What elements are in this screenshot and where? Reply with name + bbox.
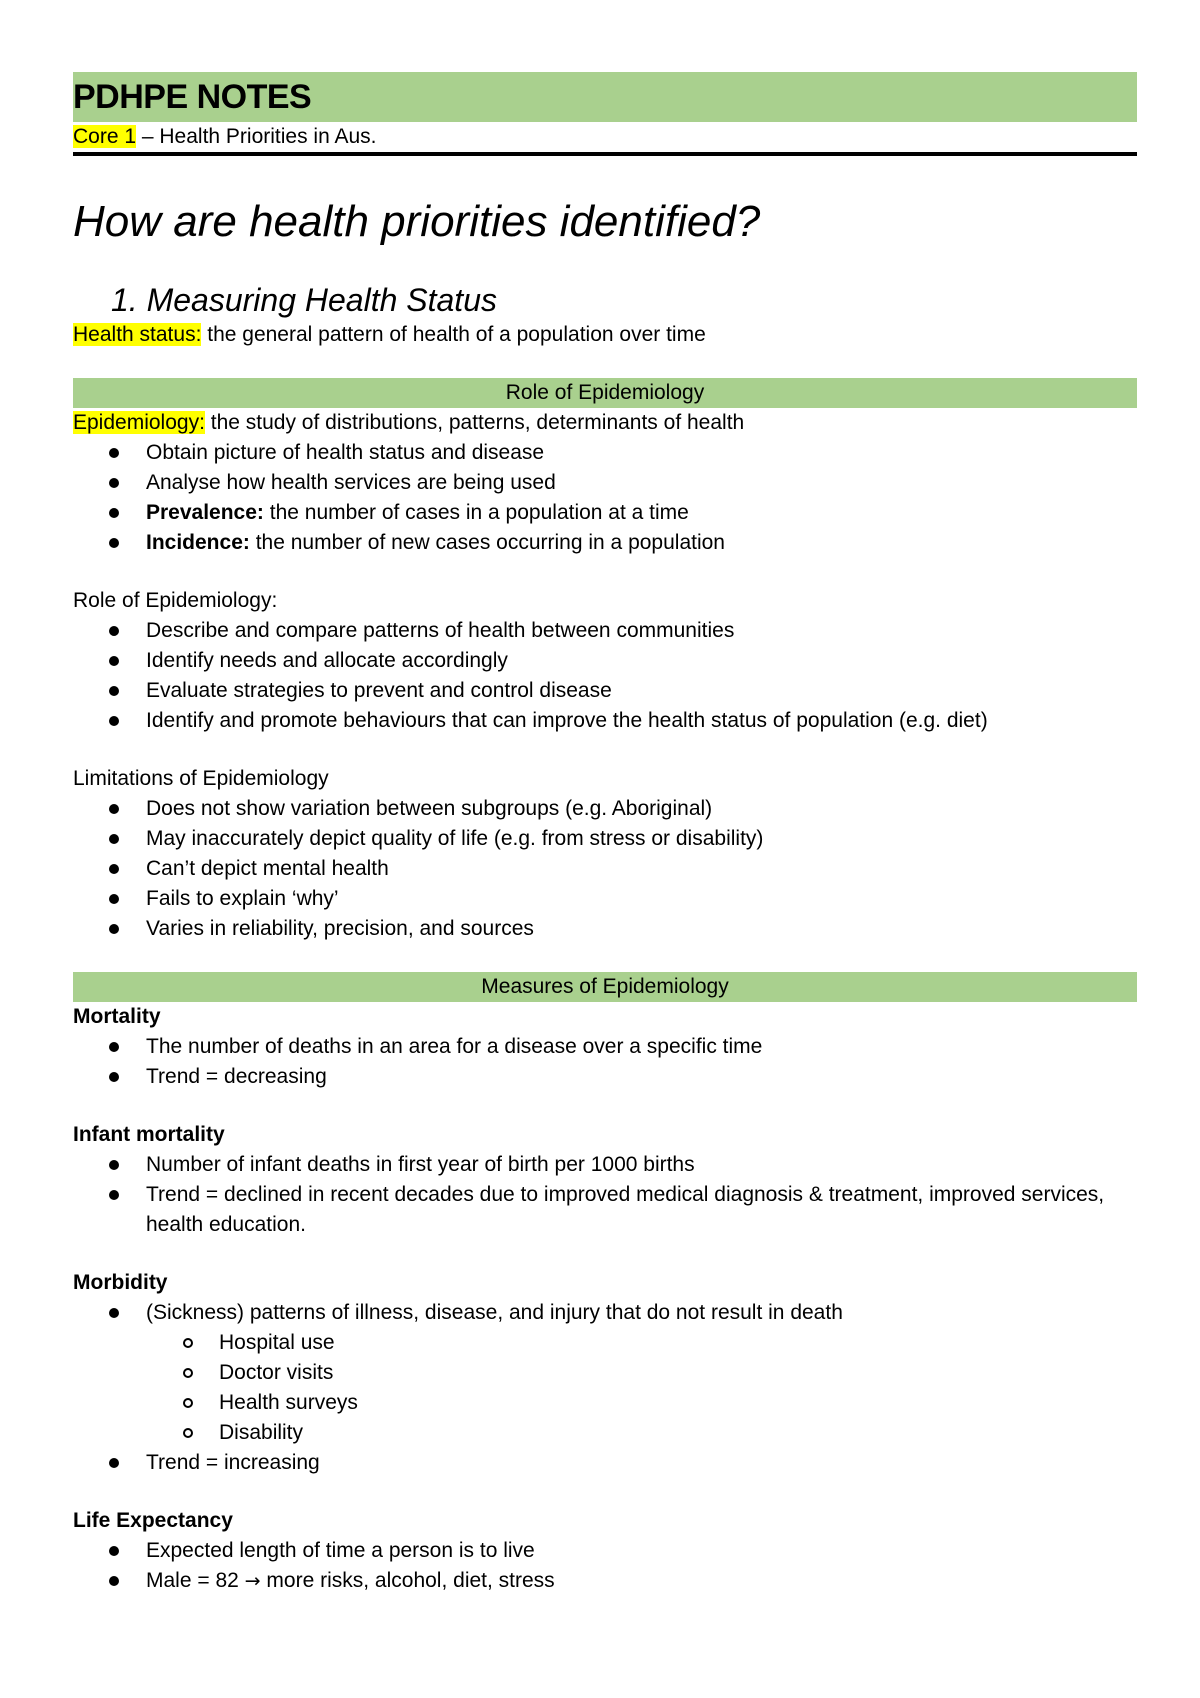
mortality-heading: Mortality [73, 1005, 161, 1028]
section-bar-role: Role of Epidemiology [73, 378, 1137, 408]
epidemiology-bullets [73, 438, 1137, 558]
prevalence-term: Prevalence: [146, 501, 264, 524]
list-item: Health surveys [73, 1388, 1137, 1418]
list-item: Trend = decreasing [73, 1062, 1137, 1092]
subtitle-line [73, 122, 1137, 156]
title-bar [73, 72, 1137, 122]
bullet-icon [109, 1042, 119, 1052]
core-label: Core 1 [73, 125, 137, 148]
role-list [73, 616, 1137, 736]
list-item: Trend = increasing [73, 1448, 1137, 1478]
limitations-heading: Limitations of Epidemiology [73, 767, 329, 790]
epidemiology-term: Epidemiology: [73, 411, 205, 434]
document-page [73, 72, 1137, 1596]
document-title: PDHPE NOTES [73, 77, 312, 116]
epidemiology-text: the study of distributions, patterns, determinants of health [204, 411, 745, 434]
list-item: May inaccurately depict quality of life (e.g. from stress or disability) [73, 824, 1137, 854]
bullet-icon [109, 656, 119, 666]
list-item: Does not show variation between subgroups (e.g. Aboriginal) [73, 794, 1137, 824]
list-item: Obtain picture of health status and disease [73, 438, 1137, 468]
infant-mortality-list [73, 1150, 1137, 1240]
list-item: Analyse how health services are being used [73, 468, 1137, 498]
sub-bullet-icon [183, 1368, 193, 1378]
bullet-icon [109, 716, 119, 726]
health-status-text: the general pattern of health of a population over time [201, 323, 706, 346]
list-item: Disability [73, 1418, 1137, 1448]
list-item: Can’t depict mental health [73, 854, 1137, 884]
bullet-icon [109, 1546, 119, 1556]
bullet-icon [109, 864, 119, 874]
list-item: The number of deaths in an area for a disease over a specific time [73, 1032, 1137, 1062]
bullet-icon [109, 508, 119, 518]
bullet-icon [109, 626, 119, 636]
bullet-icon [109, 804, 119, 814]
bullet-icon [109, 1072, 119, 1082]
bullet-icon [109, 1160, 119, 1170]
bullet-icon [109, 686, 119, 696]
health-status-term: Health status: [73, 323, 202, 346]
list-item: Male = 82 → more risks, alcohol, diet, stress [73, 1566, 1137, 1596]
list-item: (Sickness) patterns of illness, disease, and injury that do not result in death [73, 1298, 1137, 1328]
list-item: Incidence: the number of new cases occurring in a population [73, 528, 1137, 558]
section-bar-measures: Measures of Epidemiology [73, 972, 1137, 1002]
section-heading-measuring: 1. Measuring Health Status [111, 282, 497, 318]
morbidity-sub-list [73, 1328, 1137, 1448]
main-heading: How are health priorities identified? [73, 197, 761, 246]
list-item: Identify needs and allocate accordingly [73, 646, 1137, 676]
life-expectancy-heading: Life Expectancy [73, 1509, 233, 1532]
epidemiology-definition [73, 408, 1137, 438]
incidence-term: Incidence: [146, 531, 250, 554]
bullet-icon [109, 1458, 119, 1468]
bullet-icon [109, 1576, 119, 1586]
list-item: Evaluate strategies to prevent and control disease [73, 676, 1137, 706]
list-item: Hospital use [73, 1328, 1137, 1358]
list-item: Doctor visits [73, 1358, 1137, 1388]
list-item: Prevalence: the number of cases in a population at a time [73, 498, 1137, 528]
morbidity-list [73, 1298, 1137, 1328]
list-item: Varies in reliability, precision, and sources [73, 914, 1137, 944]
bullet-icon [109, 924, 119, 934]
mortality-list [73, 1032, 1137, 1092]
infant-mortality-heading: Infant mortality [73, 1123, 225, 1146]
sub-bullet-icon [183, 1398, 193, 1408]
sub-bullet-icon [183, 1338, 193, 1348]
list-item: Describe and compare patterns of health between communities [73, 616, 1137, 646]
morbidity-trend-list [73, 1448, 1137, 1478]
list-item: Number of infant deaths in first year of birth per 1000 births [73, 1150, 1137, 1180]
bullet-icon [109, 894, 119, 904]
morbidity-heading: Morbidity [73, 1271, 168, 1294]
bullet-icon [109, 1190, 119, 1200]
limitations-list [73, 794, 1137, 944]
sub-bullet-icon [183, 1428, 193, 1438]
bullet-icon [109, 478, 119, 488]
list-item: Expected length of time a person is to live [73, 1536, 1137, 1566]
bullet-icon [109, 538, 119, 548]
list-item: Fails to explain ‘why’ [73, 884, 1137, 914]
role-list-heading: Role of Epidemiology: [73, 589, 278, 612]
list-item: Trend = declined in recent decades due to improved medical diagnosis & treatment, improved services, health education. [73, 1180, 1137, 1240]
health-status-definition [73, 320, 1137, 350]
list-item: Identify and promote behaviours that can improve the health status of population (e.g. diet) [73, 706, 1137, 736]
bullet-icon [109, 448, 119, 458]
arrow-right-icon: → [244, 1570, 261, 1592]
bullet-icon [109, 1308, 119, 1318]
life-expectancy-list [73, 1536, 1137, 1596]
bullet-icon [109, 834, 119, 844]
core-topic: – Health Priorities in Aus. [136, 125, 377, 148]
